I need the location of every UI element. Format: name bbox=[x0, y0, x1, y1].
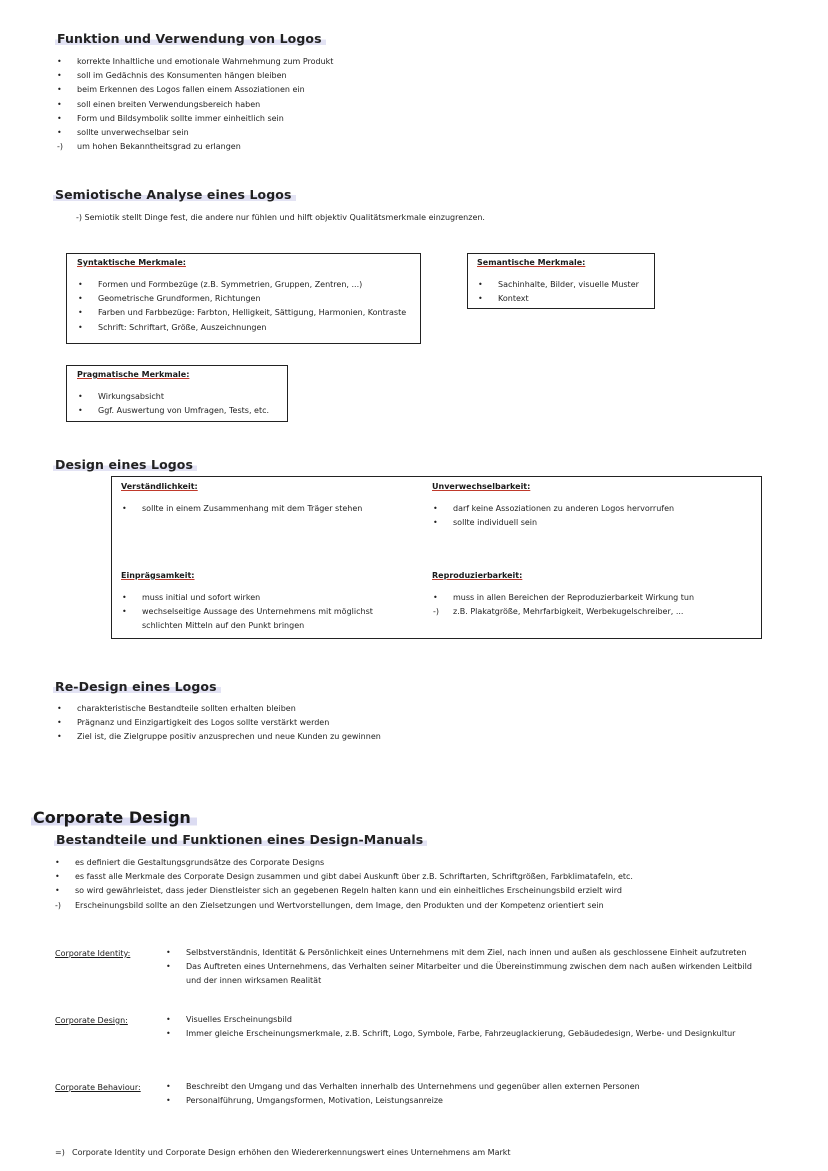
list-item: • darf keine Assoziationen zu anderen Logos hervorrufen bbox=[433, 504, 675, 513]
list-item: und der innen wirksamen Realität bbox=[186, 976, 322, 986]
design-heading: Design eines Logos bbox=[53, 457, 197, 472]
unverwechselbarkeit-title: Unverwechselbarkeit: bbox=[432, 482, 531, 491]
funktion-heading: Funktion und Verwendung von Logos bbox=[55, 31, 326, 46]
identity-list bbox=[166, 946, 752, 989]
verstaendlichkeit-list bbox=[122, 502, 362, 516]
conclusion-marker: =) bbox=[55, 1148, 65, 1157]
list-item: • es definiert die Gestaltungsgrundsätze des Corporate Designs bbox=[55, 858, 325, 867]
reproduzierbarkeit-title: Reproduzierbarkeit: bbox=[432, 571, 523, 580]
list-item: • charakteristische Bestandteile sollten erhalten bleiben bbox=[57, 704, 296, 713]
funktion-list bbox=[57, 55, 333, 154]
list-item: • Visuelles Erscheinungsbild bbox=[166, 1015, 292, 1024]
design-list bbox=[166, 1013, 735, 1041]
design-box bbox=[111, 476, 762, 639]
manual-subheading: Bestandteile und Funktionen eines Design-Manuals bbox=[54, 832, 427, 847]
list-item: • Form und Bildsymbolik sollte immer einheitlich sein bbox=[57, 113, 284, 123]
unverwechselbarkeit-list bbox=[433, 502, 674, 530]
pragmatisch-list bbox=[78, 390, 269, 418]
einpraegsamkeit-title: Einprägsamkeit: bbox=[121, 571, 195, 580]
behaviour-list bbox=[166, 1080, 640, 1108]
einpraegsamkeit-list bbox=[122, 591, 373, 634]
behaviour-label: Corporate Behaviour: bbox=[55, 1083, 141, 1092]
list-item: • sollte individuell sein bbox=[433, 518, 538, 528]
list-item: • Ggf. Auswertung von Umfragen, Tests, etc. bbox=[78, 406, 270, 416]
list-item: -) z.B. Plakatgröße, Mehrfarbigkeit, Werbekugelschreiber, ... bbox=[433, 607, 684, 617]
semantisch-box bbox=[467, 253, 655, 309]
syntaktisch-box bbox=[66, 253, 421, 344]
semiotik-note: -) Semiotik stellt Dinge fest, die andere nur fühlen und hilft objektiv Qualitätsmerkmale einzugrenzen. bbox=[76, 213, 485, 222]
list-item: • sollte unverwechselbar sein bbox=[57, 128, 189, 138]
list-item: -) um hohen Bekanntheitsgrad zu erlangen bbox=[57, 142, 241, 152]
list-item: • soll einen breiten Verwendungsbereich haben bbox=[57, 99, 261, 109]
reproduzierbarkeit-list bbox=[433, 591, 694, 619]
list-item: • muss in allen Bereichen der Reproduzierbarkeit Wirkung tun bbox=[433, 593, 695, 602]
list-item: • Prägnanz und Einzigartigkeit des Logos sollte verstärkt werden bbox=[57, 718, 330, 728]
list-item: • Personalführung, Umgangsformen, Motivation, Leistungsanreize bbox=[166, 1096, 443, 1106]
corporate-list bbox=[55, 856, 633, 913]
semantisch-list bbox=[478, 278, 639, 306]
list-item: • Geometrische Grundformen, Richtungen bbox=[78, 294, 261, 304]
pragmatisch-box bbox=[66, 365, 288, 422]
list-item: • soll im Gedächnis des Konsumenten hängen bleiben bbox=[57, 71, 287, 81]
list-item: • Formen und Formbezüge (z.B. Symmetrien, Gruppen, Zentren, ...) bbox=[78, 280, 363, 289]
list-item: • Kontext bbox=[478, 294, 529, 304]
list-item: • muss initial und sofort wirken bbox=[122, 593, 261, 602]
list-item: • Ziel ist, die Zielgruppe positiv anzusprechen und neue Kunden zu gewinnen bbox=[57, 732, 381, 742]
list-item: • sollte in einem Zusammenhang mit dem Träger stehen bbox=[122, 504, 363, 513]
list-item: • Schrift: Schriftart, Größe, Auszeichnungen bbox=[78, 322, 267, 332]
list-item: • so wird gewährleistet, dass jeder Dienstleister sich an gegebenen Regeln halten kann und ein einheitliches Erscheinungsbild erzielt wird bbox=[55, 886, 622, 896]
list-item: schlichten Mitteln auf den Punkt bringen bbox=[142, 621, 305, 631]
identity-label: Corporate Identity: bbox=[55, 949, 131, 958]
pragmatisch-title: Pragmatische Merkmale: bbox=[77, 370, 190, 379]
list-item: • es fasst alle Merkmale des Corporate Design zusammen und gibt dabei Auskunft über z.B. Schriftarten, Schriftgrößen, Farbklimatafeln, etc. bbox=[55, 872, 633, 882]
list-item: • beim Erkennen des Logos fallen einem Assoziationen ein bbox=[57, 85, 305, 95]
list-item: • Farben und Farbbezüge: Farbton, Helligkeit, Sättigung, Harmonien, Kontraste bbox=[78, 308, 407, 318]
list-item: • Sachinhalte, Bilder, visuelle Muster bbox=[478, 280, 639, 289]
list-item: • korrekte Inhaltliche und emotionale Wahrnehmung zum Produkt bbox=[57, 57, 334, 66]
list-item: • Beschreibt den Umgang und das Verhalten innerhalb des Unternehmens und gegenüber allen externen Personen bbox=[166, 1082, 640, 1091]
list-item: -) Erscheinungsbild sollte an den Zielsetzungen und Wertvorstellungen, dem Image, den Produkten und der Kompetenz orientiert sein bbox=[55, 900, 604, 910]
list-item: • Das Auftreten eines Unternehmens, das Verhalten seiner Mitarbeiter und die Übereinstimmung zwischen dem nach außen wirkenden Leitbild bbox=[166, 962, 752, 972]
design-label: Corporate Design: bbox=[55, 1016, 128, 1025]
semantisch-title: Semantische Merkmale: bbox=[477, 258, 586, 267]
list-item: • Wirkungsabsicht bbox=[78, 392, 164, 401]
list-item: • wechselseitige Aussage des Unternehmens mit möglichst bbox=[122, 607, 373, 617]
redesign-heading: Re-Design eines Logos bbox=[53, 679, 221, 694]
corporate-heading: Corporate Design bbox=[31, 808, 197, 827]
syntaktisch-title: Syntaktische Merkmale: bbox=[77, 258, 186, 267]
list-item: • Immer gleiche Erscheinungsmerkmale, z.B. Schrift, Logo, Symbole, Farbe, Fahrzeuglackierung, Gebäudedesign, Werbe- und Designkultur bbox=[166, 1029, 736, 1039]
syntaktisch-list bbox=[78, 278, 406, 335]
redesign-list bbox=[57, 702, 381, 745]
semiotik-heading: Semiotische Analyse eines Logos bbox=[53, 187, 296, 202]
verstaendlichkeit-title: Verständlichkeit: bbox=[121, 482, 198, 491]
list-item: • Selbstverständnis, Identität & Persönlichkeit eines Unternehmens mit dem Ziel, nach innen und außen als geschlossene Einheit aufzutreten bbox=[166, 948, 747, 957]
conclusion: Corporate Identity und Corporate Design erhöhen den Wiedererkennungswert eines Unternehmens am Markt bbox=[72, 1148, 511, 1157]
